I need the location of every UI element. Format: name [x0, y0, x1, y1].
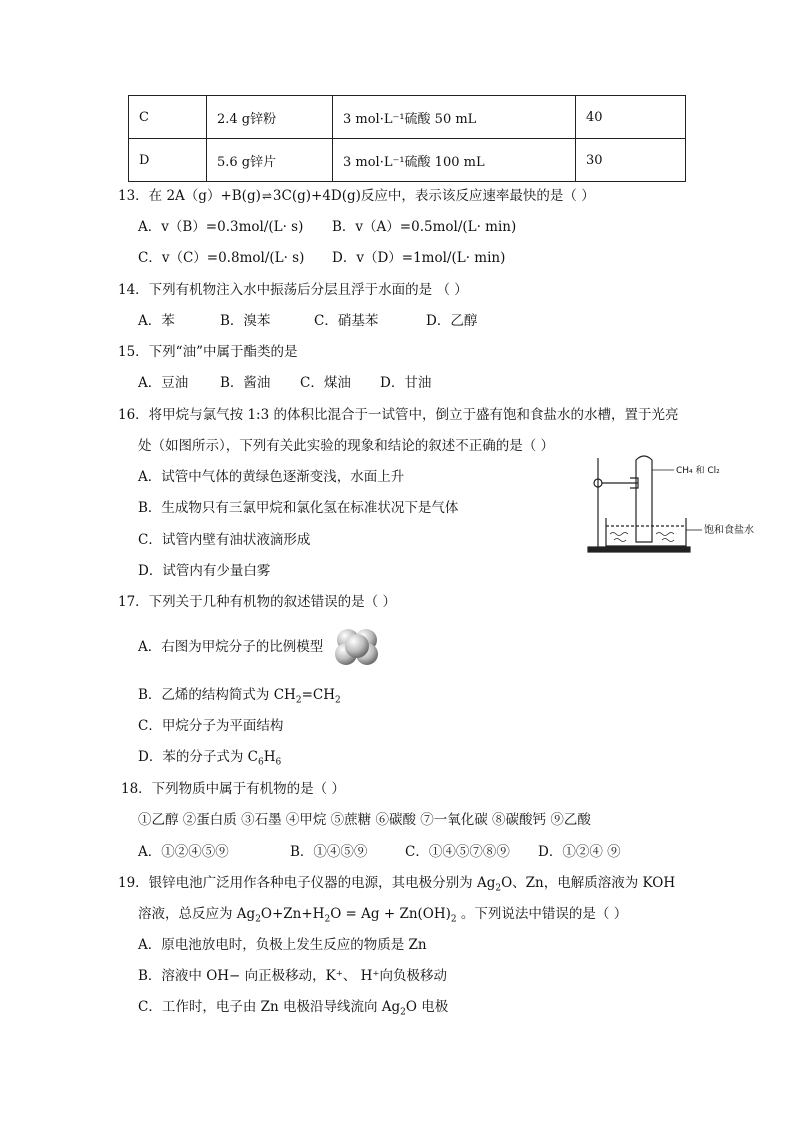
- q19-c-text-a: C．工作时，电子由 Zn 电极沿导线流向 Ag: [138, 999, 401, 1015]
- q19-text-a: 19．银锌电池广泛用作各种电子仪器的电源，其电极分别为 Ag: [118, 875, 496, 891]
- table-row: [129, 139, 686, 182]
- q14-option-a: A．苯: [138, 313, 175, 329]
- q15-option-b: B．酱油: [220, 375, 271, 391]
- q15-option-a: A．豆油: [138, 375, 189, 391]
- q19-text-d: O+Zn+H: [260, 906, 325, 922]
- q18-option-d: D．①②④ ⑨: [538, 844, 621, 860]
- q13-option-c: C．v（C）=0.8mol/(L· s): [138, 250, 305, 266]
- question-19-stem-line2: 溶液，总反应为 $Ag_2O+Zn+H_2O = Ag + Zn(OH)_2$ 。下列说法中错误的是（ ）: [138, 906, 628, 925]
- question-19-stem-line1: 19．银锌电池广泛用作各种电子仪器的电源，其电极分别为 $Ag_2O$、Zn，电解质溶液为 KOH: [118, 875, 676, 894]
- q16-option-c: C．试管内壁有油状液滴形成: [138, 532, 311, 548]
- q13-option-d: D．v（D）=1mol/(L· min): [332, 250, 506, 266]
- q19-c-text-b: O 电极: [405, 999, 449, 1015]
- q16-option-a: A．试管中气体的黄绿色逐渐变浅，水面上升: [138, 469, 405, 485]
- q18-items: ①乙醇 ②蛋白质 ③石墨 ④甲烷 ⑤蔗糖 ⑥碳酸 ⑦一氧化碳 ⑧碳酸钙 ⑨乙酸: [138, 812, 591, 828]
- table-cell: 5.6 g锌片: [207, 139, 333, 182]
- q17-option-b: B．乙烯的结构简式为 $CH_2=CH_2$: [138, 687, 341, 706]
- q13-option-a: A．v（B）=0.3mol/(L· s): [138, 219, 304, 235]
- stand-base: [588, 547, 690, 552]
- equilibrium-arrow-icon: ⇌: [261, 189, 272, 203]
- water-label: 饱和食盐水: [704, 525, 754, 536]
- methane-space-filling-model-icon: [334, 624, 380, 668]
- reaction-table: [128, 95, 686, 182]
- question-17-stem: 17．下列关于几种有机物的叙述错误的是（ ）: [118, 594, 396, 610]
- q19-text-e: O = Ag + Zn(OH): [330, 906, 451, 922]
- q15-option-d: D．甘油: [380, 375, 432, 391]
- question-15-stem: 15．下列“油”中属于酯类的是: [118, 344, 298, 360]
- question-18-stem: 18．下列物质中属于有机物的是（ ）: [121, 781, 345, 797]
- table-cell: 2.4 g锌粉: [207, 96, 333, 139]
- q19-option-c: C．工作时，电子由 Zn 电极沿导线流向 $Ag_2O$ 电极: [138, 999, 449, 1018]
- table-row: [129, 96, 686, 139]
- gas-label: CH₄ 和 Cl₂: [676, 466, 720, 476]
- q16-option-b: B．生成物只有三氯甲烷和氯化氢在标准状况下是气体: [138, 500, 459, 516]
- q19-text-b: O、Zn，电解质溶液为 KOH: [501, 875, 676, 891]
- question-14-stem: 14．下列有机物注入水中振荡后分层且浮于水面的是 （ ）: [118, 282, 468, 298]
- q17-b-text: B．乙烯的结构简式为 CH: [138, 687, 296, 703]
- q17-option-d: D．苯的分子式为 $C_6H_6$: [138, 749, 282, 768]
- q18-option-a: A．①②④⑤⑨: [138, 844, 229, 860]
- water-waves: [610, 533, 674, 542]
- test-tube: [636, 456, 652, 542]
- q18-option-b: B．①④⑤⑨: [290, 844, 368, 860]
- apparatus-figure: [586, 452, 784, 556]
- q19-text-f: 。下列说法中错误的是（ ）: [456, 906, 628, 922]
- q19-option-b: B．溶液中 OH− 向正极移动，K⁺、 H⁺向负极移动: [138, 968, 448, 984]
- question-13-stem: [118, 187, 595, 205]
- q19-option-a: A．原电池放电时，负极上发生反应的物质是 Zn: [138, 937, 427, 953]
- q13-prefix: 13．在 2A（g）+B(g): [118, 188, 261, 204]
- q18-option-c: C．①④⑤⑦⑧⑨: [405, 844, 510, 860]
- table-cell: 30: [576, 139, 686, 182]
- table-cell: D: [129, 139, 207, 182]
- q16-option-d: D．试管内有少量白雾: [138, 563, 271, 579]
- table-cell: 3 mol·L⁻¹硫酸 50 mL: [333, 96, 576, 139]
- table-cell: C: [129, 96, 207, 139]
- q19-text-c: 溶液，总反应为 Ag: [138, 906, 256, 922]
- question-16-stem-line1: 16．将甲烷与氯气按 1:3 的体积比混合于一试管中，倒立于盛有饱和食盐水的水槽，置于光亮: [118, 407, 679, 423]
- q17-d-text: D．苯的分子式为 C: [138, 749, 258, 765]
- table-cell: 3 mol·L⁻¹硫酸 100 mL: [333, 139, 576, 182]
- q14-option-d: D．乙醇: [426, 313, 478, 329]
- table-cell: 40: [576, 96, 686, 139]
- q14-option-b: B．溴苯: [220, 313, 271, 329]
- q14-option-c: C．硝基苯: [314, 313, 379, 329]
- q17-option-c: C．甲烷分子为平面结构: [138, 718, 284, 734]
- q13-option-b: B．v（A）=0.5mol/(L· min): [332, 219, 517, 235]
- q17-option-a: A．右图为甲烷分子的比例模型: [138, 639, 324, 655]
- q13-suffix: 3C(g)+4D(g)反应中，表示该反应速率最快的是（ ）: [272, 188, 595, 204]
- question-16-stem-line2: 处（如图所示），下列有关此实验的现象和结论的叙述不正确的是（ ）: [138, 438, 555, 454]
- q15-option-c: C．煤油: [300, 375, 351, 391]
